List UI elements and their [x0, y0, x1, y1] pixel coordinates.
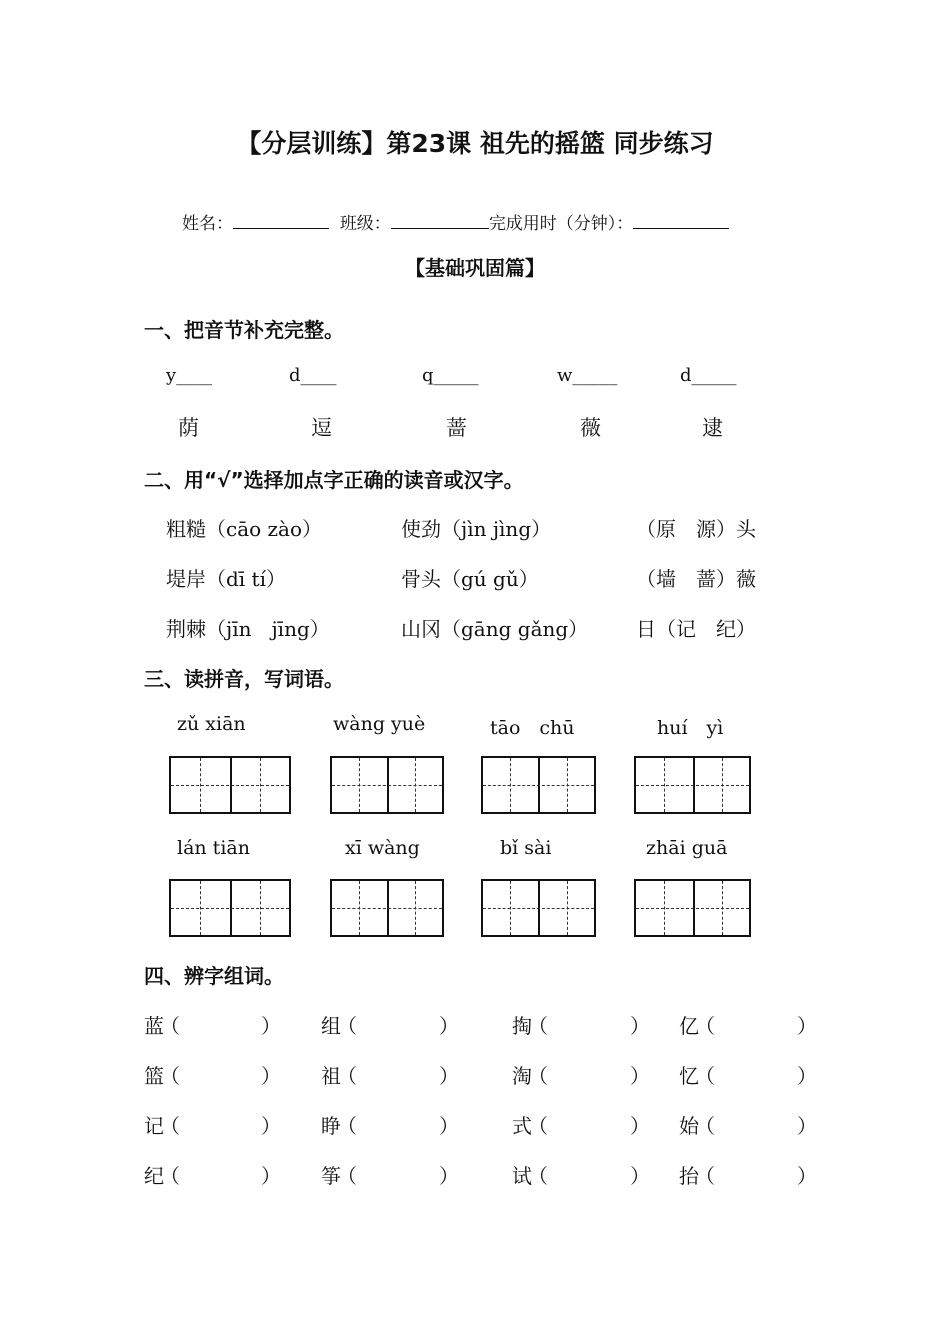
name-label: 姓名：: [182, 214, 233, 234]
section1-heading: 一、把音节补充完整。: [144, 318, 344, 342]
word-group-item[interactable]: [321, 1010, 357, 1039]
open-paren: （: [528, 1114, 548, 1138]
word-group-item[interactable]: [144, 1060, 180, 1089]
time-label: 完成用时（分钟）：: [488, 214, 634, 234]
student-info-line: [182, 209, 729, 234]
word-group-char: 纪: [144, 1164, 164, 1188]
word-group-item[interactable]: [512, 1110, 548, 1139]
pinyin-word: xī wàng: [345, 837, 420, 859]
section4-heading: 四、辨字组词。: [144, 964, 284, 988]
page-title: 【分层训练】第23课 祖先的摇篮 同步练习: [236, 129, 714, 158]
section2-heading: 二、用“√”选择加点字正确的读音或汉字。: [144, 468, 524, 492]
pinyin-word: zǔ xiān: [177, 713, 246, 735]
word-group-item[interactable]: [144, 1010, 180, 1039]
word-group-char: 睁: [321, 1114, 341, 1138]
time-blank[interactable]: [633, 210, 729, 229]
word-group-char: 掏: [512, 1014, 532, 1038]
choice-item[interactable]: 使劲（jìn jìng）: [401, 517, 552, 541]
close-paren: ）: [630, 1114, 650, 1138]
writing-grid[interactable]: [169, 756, 291, 814]
choice-item[interactable]: 粗糙（cāo zào）: [166, 517, 323, 541]
word-group-item[interactable]: [679, 1010, 715, 1039]
word-group-item[interactable]: [321, 1160, 357, 1189]
close-paren: ）: [797, 1014, 817, 1038]
writing-grid[interactable]: [634, 756, 751, 814]
hanzi-2: 逗: [311, 416, 332, 440]
pinyin-word: tāo chū: [490, 717, 575, 739]
writing-grid[interactable]: [634, 879, 751, 937]
pinyin-word: bǐ sài: [500, 837, 552, 859]
hanzi-4: 薇: [580, 416, 601, 440]
word-group-char: 篮: [144, 1064, 164, 1088]
close-paren: ）: [630, 1014, 650, 1038]
writing-grid[interactable]: [481, 879, 596, 937]
word-group-char: 记: [144, 1114, 164, 1138]
class-blank[interactable]: [391, 210, 489, 229]
word-group-char: 祖: [321, 1064, 341, 1088]
word-group-char: 蓝: [144, 1014, 164, 1038]
close-paren: ）: [797, 1114, 817, 1138]
word-group-char: 筝: [321, 1164, 341, 1188]
word-group-item[interactable]: [679, 1110, 715, 1139]
open-paren: （: [337, 1014, 357, 1038]
choice-item[interactable]: 日（记 纪）: [636, 617, 756, 641]
writing-grid[interactable]: [330, 879, 444, 937]
open-paren: （: [160, 1164, 180, 1188]
choice-item[interactable]: 堤岸（dī tí）: [166, 567, 286, 591]
word-group-char: 亿: [679, 1014, 699, 1038]
hanzi-1: 荫: [178, 416, 199, 440]
word-group-item[interactable]: [144, 1110, 180, 1139]
open-paren: （: [695, 1164, 715, 1188]
choice-item[interactable]: （原 源）头: [636, 517, 756, 541]
word-group-char: 试: [512, 1164, 532, 1188]
close-paren: ）: [261, 1014, 281, 1038]
close-paren: ）: [439, 1114, 459, 1138]
open-paren: （: [695, 1014, 715, 1038]
word-group-item[interactable]: [679, 1160, 715, 1189]
open-paren: （: [337, 1164, 357, 1188]
word-group-char: 始: [679, 1114, 699, 1138]
close-paren: ）: [797, 1064, 817, 1088]
open-paren: （: [337, 1064, 357, 1088]
pinyin-word: huí yì: [657, 717, 724, 739]
hanzi-5: 逮: [702, 416, 723, 440]
writing-grid[interactable]: [481, 756, 596, 814]
open-paren: （: [695, 1064, 715, 1088]
choice-item[interactable]: 山冈（gāng gǎng）: [401, 617, 589, 641]
open-paren: （: [160, 1064, 180, 1088]
writing-grid[interactable]: [330, 756, 444, 814]
open-paren: （: [528, 1164, 548, 1188]
choice-item[interactable]: 荆棘（jīn jīng）: [166, 617, 330, 641]
pinyin-blank-1[interactable]: y____: [166, 365, 213, 386]
close-paren: ）: [439, 1014, 459, 1038]
close-paren: ）: [439, 1164, 459, 1188]
open-paren: （: [528, 1064, 548, 1088]
word-group-char: 忆: [679, 1064, 699, 1088]
class-label: 班级：: [339, 214, 391, 234]
word-group-item[interactable]: [512, 1160, 548, 1189]
open-paren: （: [337, 1114, 357, 1138]
open-paren: （: [160, 1014, 180, 1038]
word-group-char: 抬: [679, 1164, 699, 1188]
word-group-char: 淘: [512, 1064, 532, 1088]
choice-item[interactable]: 骨头（gú gǔ）: [401, 567, 539, 591]
writing-grid[interactable]: [169, 879, 291, 937]
pinyin-word: lán tiān: [177, 837, 250, 859]
close-paren: ）: [261, 1114, 281, 1138]
pinyin-blank-4[interactable]: w_____: [557, 365, 618, 386]
word-group-char: 式: [512, 1114, 532, 1138]
hanzi-3: 蔷: [446, 416, 467, 440]
word-group-item[interactable]: [679, 1060, 715, 1089]
close-paren: ）: [797, 1164, 817, 1188]
word-group-char: 组: [321, 1014, 341, 1038]
pinyin-blank-2[interactable]: d____: [289, 365, 337, 386]
name-blank[interactable]: [233, 210, 329, 229]
pinyin-blank-5[interactable]: d_____: [680, 365, 737, 386]
open-paren: （: [695, 1114, 715, 1138]
pinyin-blank-3[interactable]: q_____: [422, 365, 479, 386]
word-group-item[interactable]: [512, 1010, 548, 1039]
close-paren: ）: [439, 1064, 459, 1088]
close-paren: ）: [630, 1064, 650, 1088]
close-paren: ）: [630, 1164, 650, 1188]
close-paren: ）: [261, 1064, 281, 1088]
close-paren: ）: [261, 1164, 281, 1188]
pinyin-word: wàng yuè: [333, 713, 426, 735]
choice-item[interactable]: （墙 蔷）薇: [636, 567, 756, 591]
section-subtitle: 【基础巩固篇】: [405, 256, 545, 280]
pinyin-word: zhāi guā: [646, 837, 728, 859]
open-paren: （: [160, 1114, 180, 1138]
open-paren: （: [528, 1014, 548, 1038]
word-group-item[interactable]: [321, 1110, 357, 1139]
word-group-item[interactable]: [512, 1060, 548, 1089]
section3-heading: 三、读拼音，写词语。: [144, 667, 344, 691]
word-group-item[interactable]: [144, 1160, 180, 1189]
word-group-item[interactable]: [321, 1060, 357, 1089]
